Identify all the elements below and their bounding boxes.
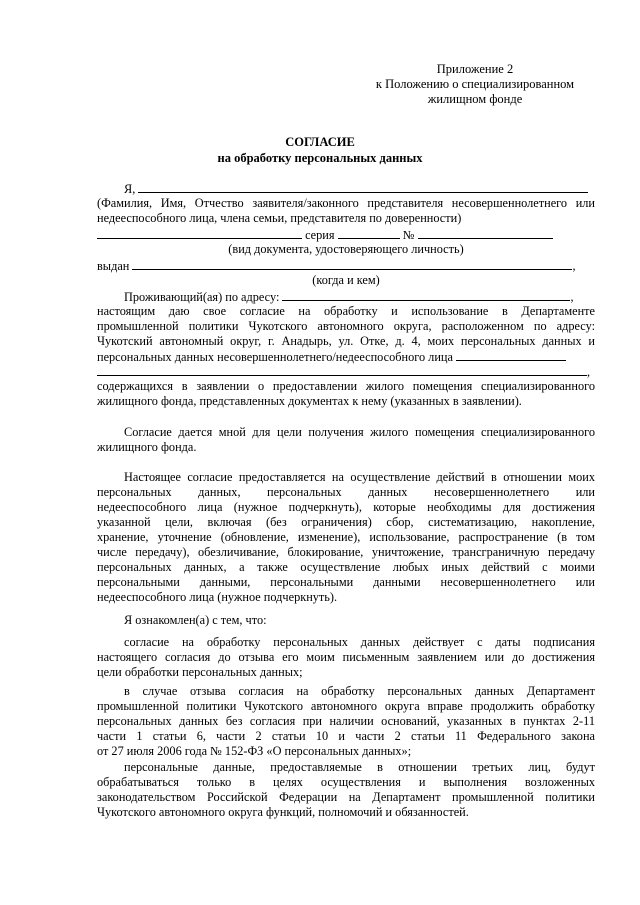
issued-line: выдан , (97, 259, 576, 273)
consent-line-7: жилищного фонда, представленных документах к нему (указанных в заявлении). (97, 394, 522, 408)
document-subtitle: на обработку персональных данных (217, 151, 423, 165)
consent-line-2: промышленной политики Чукотского автономного округа, расположенном по адресу: (97, 319, 595, 333)
number-label: № (402, 228, 415, 242)
document-type-field[interactable] (97, 227, 302, 239)
purpose-line-1: Согласие дается мной для цели получения жилого помещения специализированного (124, 425, 595, 439)
issued-field[interactable] (132, 258, 572, 270)
consent-line-6: содержащихся в заявлении о предоставлении жилого помещения специализированного (97, 379, 595, 393)
series-field[interactable] (338, 227, 400, 239)
ack-b-line-3: персональных данных без согласия при наличии оснований, указанных в пунктах 2-11 (97, 714, 595, 728)
ack-b-line-5: от 27 июля 2006 года № 152-ФЗ «О персональных данных»; (97, 744, 412, 758)
purpose-line-2: жилищного фонда. (97, 440, 197, 454)
issued-label: выдан (97, 259, 130, 273)
actions-line-7: персональных данных, а также осуществление любых иных действий с моими (97, 560, 595, 574)
ya-label: Я, (124, 182, 136, 196)
ack-a-line-3: цели обработки персональных данных; (97, 665, 303, 679)
consent-line-1: настоящим даю свое согласие на обработку и использование в Департаменте (97, 304, 595, 318)
fio-line (97, 181, 595, 197)
ack-b-line-4: части 1 статьи 6, части 2 статьи 10 и части 2 статьи 11 Федерального закона (97, 729, 595, 743)
consent-line-3: Чукотский автономный округ, г. Анадырь, ул. Отке, д. 4, моих персональных данных и (97, 334, 595, 348)
document-hint: (вид документа, удостоверяющего личность) (228, 242, 464, 256)
fio-hint-line-1: (Фамилия, Имя, Отчество заявителя/законного представителя несовершеннолетнего или (97, 196, 595, 210)
ack-c-line-4: Чукотского автономного округа функций, полномочий и обязанностей. (97, 805, 469, 819)
acknowledge-intro: Я ознакомлен(а) с тем, что: (124, 613, 267, 627)
ack-a-line-2: настоящего согласия до отзыва его моим письменным заявлением или до достижения (97, 650, 595, 664)
ack-c-line-1: персональные данные, предоставляемые в отношении третьих лиц, будут (124, 760, 595, 774)
actions-line-8: персональными данными, персональными данными несовершеннолетнего или (97, 575, 595, 589)
issued-hint: (когда и кем) (312, 273, 380, 287)
fio-hint-line-2: недееспособного лица, члена семьи, представителя по доверенности) (97, 211, 462, 225)
residing-label: Проживающий(ая) по адресу: (124, 290, 280, 304)
ack-b-line-2: промышленной политики Чукотского автономного округа вправе продолжить обработку (97, 699, 595, 713)
actions-line-3: недееспособного лица (нужное подчеркнуть), которые необходимы для достижения (97, 500, 595, 514)
ack-b-line-1: в случае отзыва согласия на обработку персональных данных Департамент (124, 684, 595, 698)
minor-name-field[interactable] (456, 349, 566, 361)
annex-line-1: Приложение 2 (436, 62, 514, 76)
annex-header (360, 62, 590, 107)
number-field[interactable] (418, 227, 553, 239)
actions-line-2: персональных данных, персональных данных несовершеннолетнего или (97, 485, 595, 499)
fio-field[interactable] (138, 181, 588, 193)
ack-c-line-3: законодательством Российской Федерации на Департамент промышленной политики (97, 790, 595, 804)
document-line (97, 227, 595, 243)
ack-c-line-2: обрабатываться только в целях осуществления и выполнения возложенных (97, 775, 595, 789)
actions-line-1: Настоящее согласие предоставляется на осуществление действий в отношении моих (124, 470, 595, 484)
residing-line: Проживающий(ая) по адресу: , (124, 290, 574, 304)
ack-a-line-1: согласие на обработку персональных данных действует с даты подписания (124, 635, 595, 649)
actions-line-9: недееспособного лица (нужное подчеркнуть). (97, 590, 338, 604)
actions-line-4: указанной цели, включая (без ограничения) сбор, систематизацию, накопление, (97, 515, 595, 529)
address-field[interactable] (282, 289, 570, 301)
actions-line-6: числе передачу), обезличивание, блокирование, уничтожение, трансграничную передачу (97, 545, 595, 559)
actions-line-5: хранение, уточнение (обновление, изменение), использование, распространение (в том (97, 530, 595, 544)
annex-line-3: жилищном фонде (427, 92, 523, 106)
series-label: серия (305, 228, 335, 242)
document-title: СОГЛАСИЕ (285, 135, 355, 149)
annex-line-2: к Положению о специализированном (375, 77, 575, 91)
minor-name-field-2[interactable] (97, 364, 587, 376)
consent-line-4 (97, 349, 595, 365)
consent-line-4-text: персональных данных несовершеннолетнего/недееспособного лица (97, 350, 453, 364)
consent-line-5: , (97, 364, 595, 380)
